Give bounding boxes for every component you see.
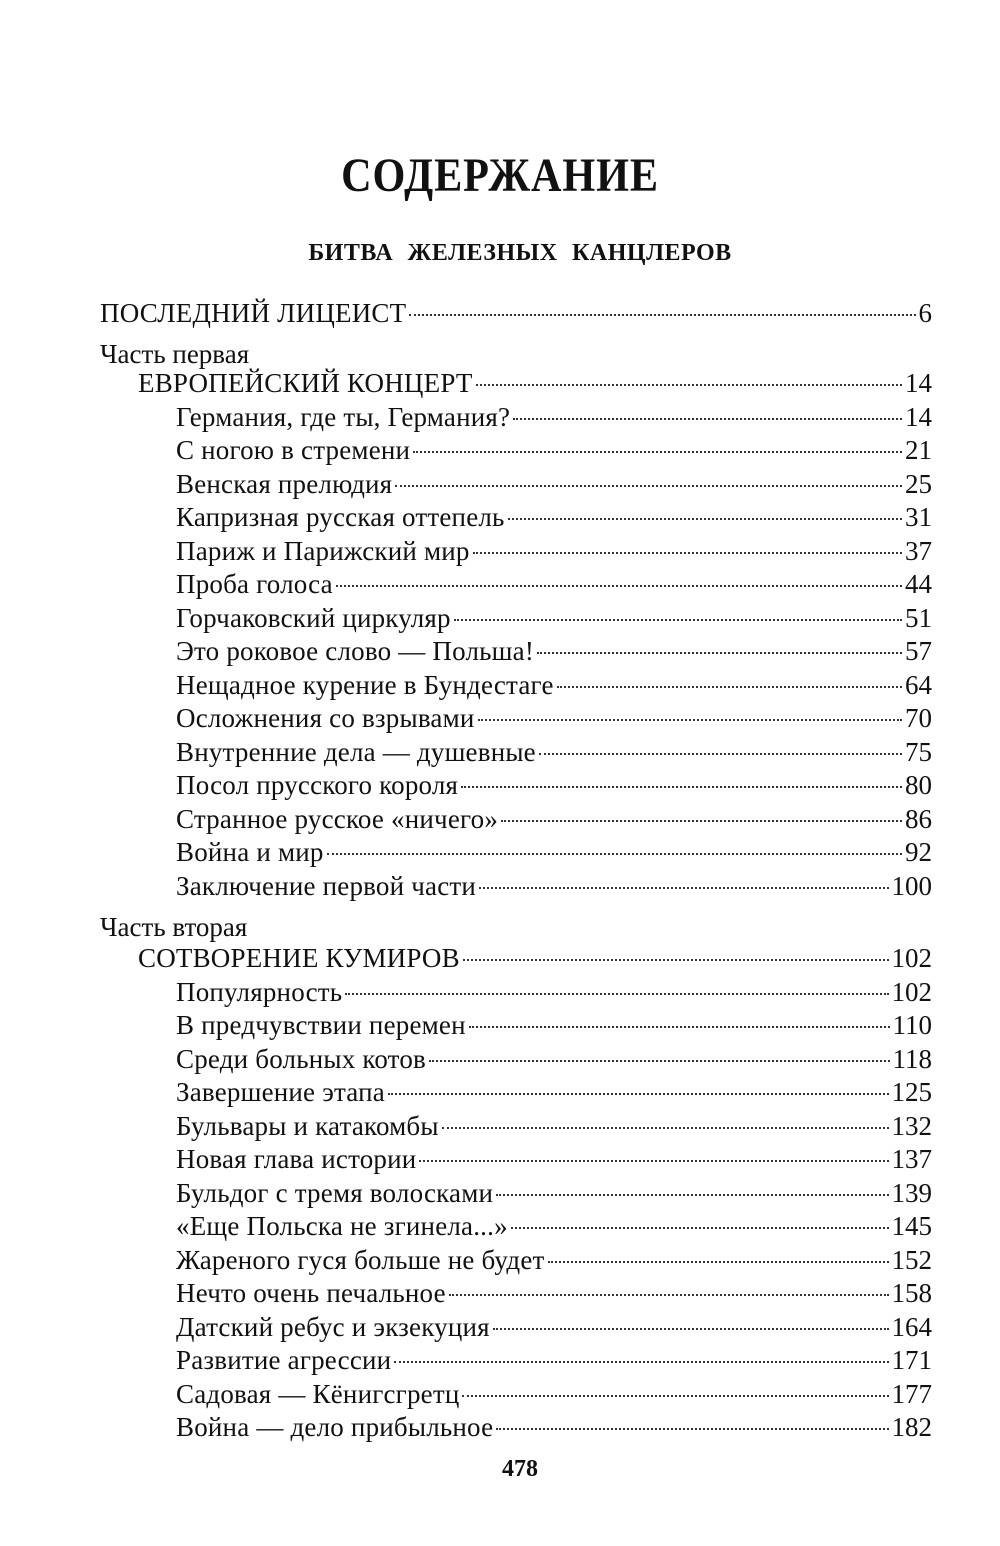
toc-entry-part-title[interactable] bbox=[138, 366, 932, 400]
dot-leader bbox=[496, 1194, 888, 1196]
toc-entry-title: В предчувствии перемен bbox=[176, 1010, 466, 1040]
dot-leader bbox=[548, 1261, 889, 1263]
dot-leader bbox=[449, 1294, 889, 1296]
toc-entry[interactable] bbox=[176, 668, 932, 702]
toc-entry-title: Странное русское «ничего» bbox=[176, 804, 499, 834]
toc-entry[interactable] bbox=[176, 1343, 932, 1377]
toc-entry-title: С ногою в стремени bbox=[176, 435, 411, 465]
toc-entry[interactable] bbox=[176, 1243, 932, 1277]
dot-leader bbox=[501, 820, 902, 822]
toc-entry[interactable] bbox=[176, 1209, 932, 1243]
toc-entry-title: «Еще Польска не згинела...» bbox=[176, 1211, 508, 1241]
toc-entry-page: 25 bbox=[905, 469, 932, 499]
toc-entry[interactable] bbox=[176, 1276, 932, 1310]
dot-leader bbox=[478, 719, 902, 721]
toc-entry-title: Завершение этапа bbox=[176, 1077, 385, 1107]
dot-leader bbox=[473, 552, 902, 554]
dot-leader bbox=[394, 1361, 888, 1363]
dot-leader bbox=[463, 959, 889, 961]
dot-leader bbox=[539, 753, 902, 755]
toc-entry[interactable] bbox=[176, 601, 932, 635]
toc-entry-page: 21 bbox=[905, 435, 932, 465]
toc-entry-page: 125 bbox=[891, 1077, 932, 1107]
toc-entry-page: 118 bbox=[892, 1044, 932, 1074]
toc-entry[interactable] bbox=[176, 400, 932, 434]
toc-entry-page: 14 bbox=[905, 368, 932, 398]
toc-entry-page: 37 bbox=[905, 536, 932, 566]
toc-entry-title: Нечто очень печальное bbox=[176, 1278, 446, 1308]
dot-leader bbox=[479, 887, 888, 889]
toc-entry-title: Проба голоса bbox=[176, 569, 333, 599]
toc-entry-page: 31 bbox=[905, 502, 932, 532]
toc-entry[interactable] bbox=[176, 500, 932, 534]
toc-entry-page: 75 bbox=[905, 737, 932, 767]
part-label: Часть первая bbox=[100, 339, 250, 369]
toc-entry-title: ПОСЛЕДНИЙ ЛИЦЕИСТ bbox=[100, 298, 407, 328]
toc-entry-title: Бульдог с тремя волосками bbox=[176, 1178, 494, 1208]
toc-entry-page: 44 bbox=[905, 569, 932, 599]
toc-entry[interactable] bbox=[176, 1142, 932, 1176]
dot-leader bbox=[496, 1428, 888, 1430]
toc-entry-title: Венская прелюдия bbox=[176, 469, 393, 499]
toc-entry-page: 182 bbox=[891, 1412, 932, 1442]
toc-entry-title: Это роковое слово — Польша! bbox=[176, 636, 535, 666]
dot-leader bbox=[419, 1160, 888, 1162]
toc-entry-page: 137 bbox=[891, 1144, 932, 1174]
toc-entry-title: Германия, где ты, Германия? bbox=[176, 402, 511, 432]
toc-entry-page: 6 bbox=[918, 298, 932, 328]
toc-entry-page: 80 bbox=[905, 770, 932, 800]
toc-entry-page: 51 bbox=[905, 603, 932, 633]
toc-entry-page: 70 bbox=[905, 703, 932, 733]
toc-entry[interactable] bbox=[176, 567, 932, 601]
dot-leader bbox=[336, 585, 902, 587]
dot-leader bbox=[327, 853, 902, 855]
dot-leader bbox=[537, 652, 902, 654]
toc-entry[interactable] bbox=[176, 735, 932, 769]
dot-leader bbox=[461, 786, 902, 788]
dot-leader bbox=[388, 1093, 889, 1095]
dot-leader bbox=[513, 418, 902, 420]
toc-entry-page: 100 bbox=[891, 871, 932, 901]
toc-entry[interactable] bbox=[176, 1109, 932, 1143]
toc-entry-title: Садовая — Кёнигсгретц bbox=[176, 1379, 460, 1409]
toc-entry-page: 102 bbox=[891, 943, 932, 973]
toc-entry-page: 164 bbox=[891, 1312, 932, 1342]
toc-entry[interactable] bbox=[176, 433, 932, 467]
toc-entry-title: Популярность bbox=[176, 977, 343, 1007]
toc-entry-title: Посол прусского короля bbox=[176, 770, 459, 800]
toc-entry[interactable] bbox=[176, 1377, 932, 1411]
dot-leader bbox=[493, 1328, 889, 1330]
dot-leader bbox=[557, 686, 902, 688]
toc-entry[interactable] bbox=[176, 768, 932, 802]
dot-leader bbox=[508, 518, 902, 520]
dot-leader bbox=[409, 314, 915, 316]
toc-entry-title: Париж и Парижский мир bbox=[176, 536, 470, 566]
toc-entry-page: 177 bbox=[891, 1379, 932, 1409]
toc-entry[interactable] bbox=[176, 467, 932, 501]
dot-leader bbox=[345, 993, 888, 995]
toc-entry[interactable] bbox=[176, 1176, 932, 1210]
toc-entry-title: Война — дело прибыльное bbox=[176, 1412, 494, 1442]
toc-entry-title: Заключение первой части bbox=[176, 871, 477, 901]
toc-entry-page: 158 bbox=[891, 1278, 932, 1308]
toc-entry-page: 92 bbox=[905, 837, 932, 867]
toc-entry-title: Осложнения со взрывами bbox=[176, 703, 475, 733]
toc-entry-page: 64 bbox=[905, 670, 932, 700]
toc-entry[interactable] bbox=[176, 701, 932, 735]
toc-entry[interactable] bbox=[176, 534, 932, 568]
toc-entry-title: Развитие агрессии bbox=[176, 1345, 392, 1375]
toc-entry-part-title[interactable] bbox=[138, 941, 932, 975]
toc-entry-page: 152 bbox=[891, 1245, 932, 1275]
toc-entry-page: 57 bbox=[905, 636, 932, 666]
toc-entry-page: 86 bbox=[905, 804, 932, 834]
toc-entry-title: Нещадное курение в Бундестаге bbox=[176, 670, 554, 700]
dot-leader bbox=[454, 619, 902, 621]
toc-entry[interactable] bbox=[176, 802, 932, 836]
dot-leader bbox=[442, 1127, 889, 1129]
toc-entry-title: СОТВОРЕНИЕ КУМИРОВ bbox=[138, 943, 460, 973]
dot-leader bbox=[395, 485, 902, 487]
toc-entry[interactable] bbox=[176, 869, 932, 903]
toc-entry-title: ЕВРОПЕЙСКИЙ КОНЦЕРТ bbox=[138, 368, 473, 398]
toc-entry[interactable] bbox=[176, 1042, 932, 1076]
toc-entry-page: 132 bbox=[891, 1111, 932, 1141]
dot-leader bbox=[476, 384, 902, 386]
dot-leader bbox=[511, 1227, 889, 1229]
toc-entry-prologue[interactable] bbox=[100, 296, 932, 330]
page-number: 478 bbox=[502, 1456, 538, 1482]
toc-entry-title: Горчаковский циркуляр bbox=[176, 603, 451, 633]
book-title: БИТВА ЖЕЛЕЗНЫХ КАНЦЛЕРОВ bbox=[308, 240, 732, 266]
toc-entry-title: Жареного гуся больше не будет bbox=[176, 1245, 545, 1275]
toc-entry-page: 14 bbox=[905, 402, 932, 432]
page-title: СОДЕРЖАНИЕ bbox=[341, 149, 659, 202]
part-label: Часть вторая bbox=[100, 912, 248, 942]
toc-entry[interactable] bbox=[176, 1310, 932, 1344]
toc-entry-title: Датский ребус и экзекуция bbox=[176, 1312, 490, 1342]
toc-entry[interactable] bbox=[176, 634, 932, 668]
toc-entry-title: Бульвары и катакомбы bbox=[176, 1111, 439, 1141]
toc-entry-page: 110 bbox=[892, 1010, 932, 1040]
toc-entry-page: 139 bbox=[891, 1178, 932, 1208]
toc-entry-title: Новая глава истории bbox=[176, 1144, 417, 1174]
toc-entry[interactable] bbox=[176, 975, 932, 1009]
toc-entry[interactable] bbox=[176, 1410, 932, 1444]
toc-entry-page: 102 bbox=[891, 977, 932, 1007]
dot-leader bbox=[429, 1060, 890, 1062]
toc-entry-title: Среди больных котов bbox=[176, 1044, 426, 1074]
dot-leader bbox=[413, 451, 902, 453]
dot-leader bbox=[462, 1395, 888, 1397]
toc-entry-page: 171 bbox=[891, 1345, 932, 1375]
toc-entry-title: Война и мир bbox=[176, 837, 324, 867]
toc-entry[interactable] bbox=[176, 1075, 932, 1109]
toc-entry-page: 145 bbox=[891, 1211, 932, 1241]
toc-entry[interactable] bbox=[176, 835, 932, 869]
toc-entry-title: Внутренние дела — душевные bbox=[176, 737, 536, 767]
toc-entry-title: Капризная русская оттепель bbox=[176, 502, 505, 532]
dot-leader bbox=[469, 1026, 890, 1028]
toc-entry[interactable] bbox=[176, 1008, 932, 1042]
